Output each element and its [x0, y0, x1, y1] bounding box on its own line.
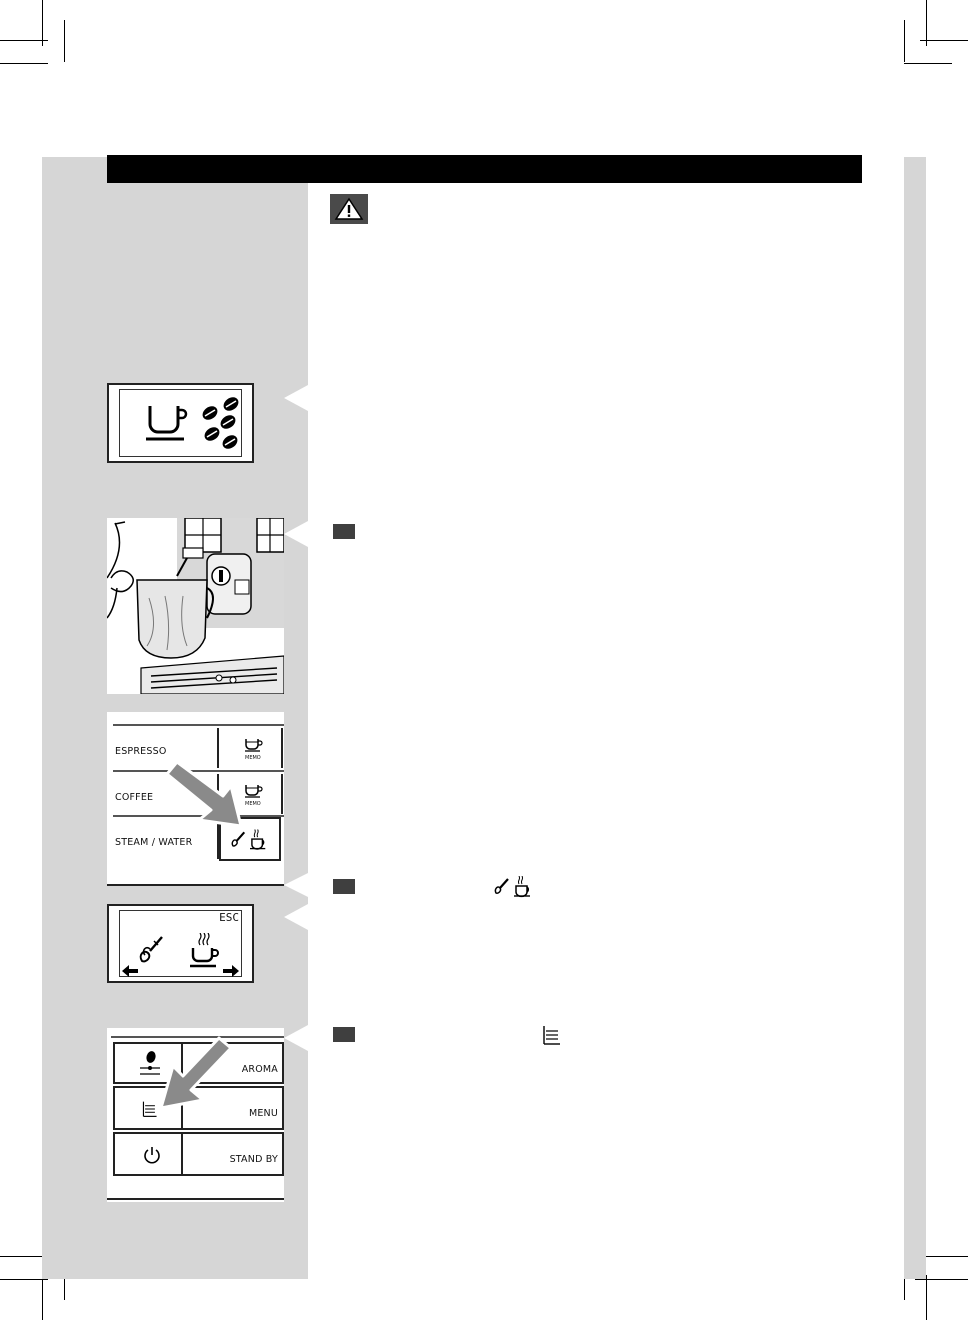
menu-label: MENU — [248, 1108, 278, 1119]
warning-icon — [330, 194, 368, 224]
crop-mark — [915, 1279, 968, 1280]
stand-by-label: STAND BY — [229, 1154, 278, 1165]
power-icon — [143, 1146, 161, 1164]
coffee-label: COFFEE — [115, 792, 154, 803]
steam-water-icon — [229, 829, 271, 851]
esc-label[interactable]: ESC — [219, 911, 239, 924]
crop-mark — [0, 63, 48, 64]
arrow-right-icon[interactable] — [223, 965, 239, 977]
crop-mark — [926, 1275, 927, 1320]
crop-mark — [0, 40, 48, 41]
lcd-screen — [119, 910, 242, 977]
callout-pointer — [284, 904, 308, 930]
step-marker-2 — [333, 879, 355, 894]
arrow-left-icon[interactable] — [122, 965, 138, 977]
cup-icon — [146, 402, 188, 442]
right-gray-tab — [904, 157, 926, 1279]
crop-mark — [42, 0, 43, 46]
coffee-beans-icon — [200, 394, 244, 452]
step-marker-1 — [333, 524, 355, 539]
memo-label: MEMO — [245, 801, 261, 807]
crop-mark — [920, 40, 968, 41]
crop-mark — [0, 1279, 48, 1280]
crop-mark — [904, 20, 905, 62]
lcd-display-ready — [107, 383, 254, 463]
callout-pointer — [284, 1025, 308, 1051]
steam-water-label: STEAM / WATER — [115, 837, 193, 848]
drink-button-panel — [107, 712, 284, 886]
callout-pointer — [284, 873, 308, 897]
callout-pointer — [284, 521, 308, 547]
stand-by-button[interactable] — [113, 1132, 284, 1176]
milk-frothing-illustration — [107, 518, 284, 694]
lcd-screen — [119, 389, 242, 457]
espresso-label: ESPRESSO — [115, 746, 167, 757]
crop-mark — [0, 1256, 48, 1257]
lcd-display-steam-water — [107, 904, 254, 983]
press-arrow-icon — [147, 1036, 237, 1112]
steam-water-icon — [492, 876, 536, 898]
steam-wand-icon[interactable] — [136, 935, 168, 967]
espresso-memo-icon — [243, 736, 263, 752]
crop-mark — [904, 63, 952, 64]
crop-mark — [42, 1275, 43, 1320]
menu-list-icon — [541, 1024, 563, 1046]
press-arrow-icon — [165, 762, 255, 832]
step-marker-3 — [333, 1027, 355, 1042]
aroma-label: AROMA — [241, 1064, 278, 1075]
callout-pointer — [284, 385, 308, 411]
control-button-panel — [107, 1028, 284, 1202]
hot-water-cup-icon[interactable] — [188, 933, 224, 969]
section-header-bar — [107, 155, 862, 183]
crop-mark — [64, 20, 65, 62]
crop-mark — [926, 0, 927, 46]
memo-label: MEMO — [245, 755, 261, 761]
